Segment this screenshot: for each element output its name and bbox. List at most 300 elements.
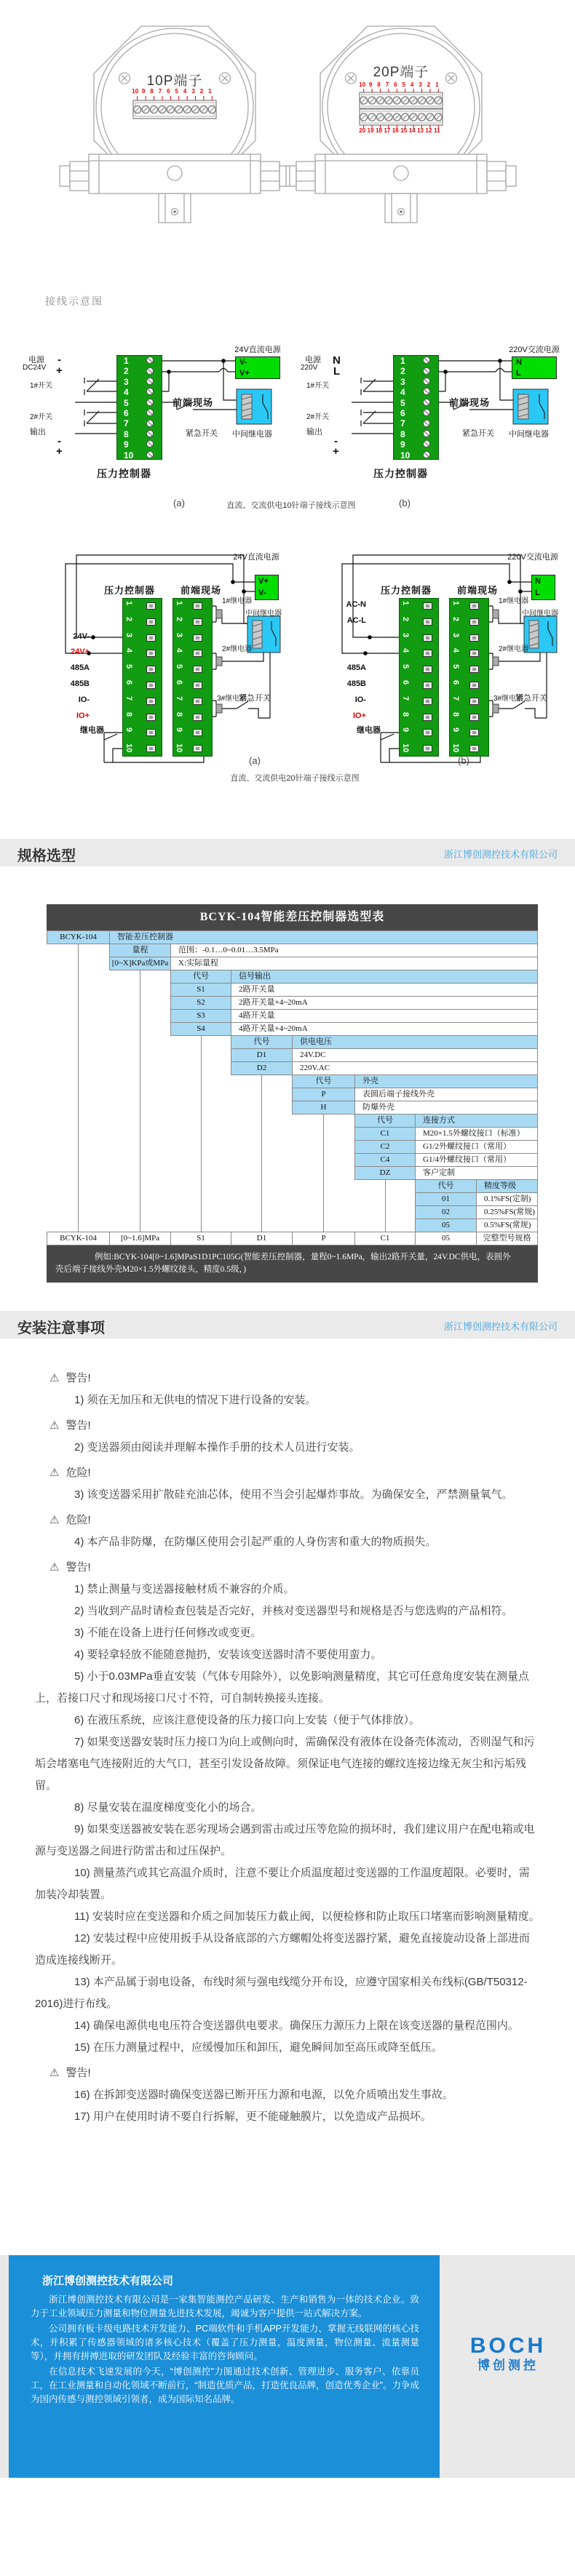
terminal-number: 4 bbox=[183, 88, 187, 95]
terminal-pad bbox=[469, 698, 479, 705]
warning-item: 7) 如果变送器安装时压力接口为向上或侧向时，需确保没有液体在设备壳体流动，否则湿气和污垢会堵塞电气连接附近的大气口，甚至引发设备故障。须保证电气连接的螺纹连接边缘无灰尘和污垢残留。 bbox=[35, 1736, 535, 1792]
terminal-pad bbox=[469, 729, 479, 736]
warning-heading bbox=[35, 1510, 540, 1531]
warning-heading-text: 危险! bbox=[66, 1514, 91, 1526]
terminal-pad bbox=[146, 618, 156, 626]
relay2-label: 2#继电器 bbox=[499, 645, 529, 653]
terminal-pad bbox=[423, 729, 432, 736]
power-terminal: N bbox=[516, 358, 522, 367]
terminal-function-label: 24V+ bbox=[71, 647, 90, 657]
relay-box-label: 中间继电器 bbox=[245, 610, 282, 618]
terminal-number: 4 bbox=[124, 648, 133, 653]
table-cell: 量程 bbox=[109, 944, 171, 957]
terminal-row bbox=[400, 599, 438, 615]
warning-item: 1) 禁止测量与变送器接触材质不兼容的介质。 bbox=[74, 1583, 295, 1595]
terminal-block-10p bbox=[116, 355, 162, 460]
terminal-number: 10 bbox=[401, 743, 410, 753]
terminal-row bbox=[400, 741, 438, 757]
terminal-pad bbox=[469, 650, 479, 657]
table-cell: 供电电压 bbox=[292, 1035, 538, 1049]
relay-output-label: 继电器 bbox=[80, 726, 104, 735]
caption-20p-text: 直流、交流供电20针端子接线示意图 bbox=[230, 774, 360, 783]
controller-label: 压力控制器 bbox=[373, 468, 428, 479]
terminal-row: 6 bbox=[124, 407, 129, 418]
terminal-row bbox=[123, 599, 162, 615]
footer-paragraph: 浙江博创测控技术有限公司是一家集智能测控产品研发、生产和销售为一体的技术企业。致力于工业领域压力测量和物位测量先进技术发展，竭诚为客户提供一站式解决方案。 bbox=[31, 2294, 419, 2318]
terminal-row: 10 bbox=[400, 450, 411, 460]
table-cell: 4路开关量 bbox=[231, 1009, 538, 1023]
terminal-number: 5 bbox=[401, 664, 410, 669]
table-cell: 代号 bbox=[170, 970, 231, 984]
emergency-switch-label: 紧急开关 bbox=[515, 694, 547, 703]
table-cell: 代号 bbox=[231, 1035, 293, 1049]
boch-logo bbox=[451, 2335, 565, 2374]
terminal-number: 7 bbox=[158, 88, 162, 95]
terminal-row: 7 bbox=[124, 418, 129, 429]
terminal-row bbox=[123, 615, 162, 631]
warning-item: 4) 要轻拿轻放不能随意抛扔，安装该变送器时清不要使用蛮力。 bbox=[74, 1648, 382, 1661]
terminal-number: 8 bbox=[401, 711, 410, 717]
terminal-pad bbox=[193, 682, 202, 689]
terminal-pad bbox=[193, 729, 202, 736]
relay-box-label: 中间继电器 bbox=[509, 430, 549, 439]
company-name: 浙江博创测控技术有限公司 bbox=[443, 1321, 558, 1332]
terminal2-label: + bbox=[56, 364, 63, 377]
power-title: 220V交流电源 bbox=[507, 553, 558, 562]
terminal-number: 10 bbox=[359, 81, 366, 88]
terminal-row bbox=[123, 725, 162, 741]
table-cell: H bbox=[292, 1101, 355, 1114]
table-cell: D2 bbox=[231, 1061, 293, 1075]
warning-icon: ⚠ bbox=[49, 2067, 60, 2079]
warning-heading bbox=[35, 1415, 540, 1437]
terminal-row: 9 bbox=[400, 439, 405, 450]
table-cell: S4 bbox=[170, 1022, 231, 1036]
wiring-section-label: 接线示意图 bbox=[45, 295, 103, 307]
selection-table-example: 例如:BCYK-104[0~1.6]MPaS1D1PC105G(智能差压控制器，量程0~1.6MPa，输出2路开关量，24V.DC供电，表圆外壳后端子接线外壳M20×1.5外螺纹接头，精度0.5级，) bbox=[47, 1245, 538, 1283]
terminal1-label: N bbox=[333, 354, 341, 367]
table-cell: S3 bbox=[170, 1009, 231, 1023]
terminal-row bbox=[400, 615, 438, 631]
terminal-number: 3 bbox=[401, 632, 410, 637]
table-cell: BCYK-104 bbox=[47, 1232, 110, 1245]
table-cell: 220V.AC bbox=[292, 1061, 538, 1075]
power-terminal: V+ bbox=[239, 369, 250, 378]
boch-logo-text: BOCH bbox=[469, 2334, 547, 2358]
terminal-pad bbox=[193, 745, 202, 752]
terminal-function-label: AC-L bbox=[346, 615, 366, 625]
emergency-switch-label: 紧急开关 bbox=[239, 694, 271, 703]
output-label: 输出 bbox=[306, 428, 322, 436]
warning-item: 9) 如果变送器被安装在恶劣现场会遇到雷击或过压等危险的损坏时，我们建议用户在配电箱或电源与变送器之间进行防雷击和过压保护。 bbox=[35, 1823, 535, 1857]
warning-item: 15) 在压力测量过程中，应缓慢加压和卸压，避免瞬间加至高压或降至低压。 bbox=[74, 2041, 443, 2054]
terminal-pad bbox=[469, 714, 479, 721]
warning-icon: ⚠ bbox=[49, 1514, 60, 1526]
relay2-label: 2#继电器 bbox=[222, 645, 253, 653]
table-cell: 智能差压控制器 bbox=[109, 930, 538, 944]
terminal-number: 11 bbox=[434, 127, 440, 134]
power-terminal: N bbox=[535, 577, 541, 586]
terminal-pad bbox=[193, 634, 202, 642]
terminal-number: 15 bbox=[400, 127, 408, 134]
warning-heading bbox=[35, 1368, 540, 1389]
terminal-row: 7 bbox=[400, 418, 405, 429]
terminal-number: 7 bbox=[385, 81, 389, 88]
terminal-row: 3 bbox=[124, 376, 129, 387]
terminal-number: 9 bbox=[401, 727, 410, 733]
terminal-number: 6 bbox=[167, 88, 170, 95]
terminal-row: 3 bbox=[400, 376, 405, 387]
terminal-block-20p bbox=[399, 598, 439, 757]
selection-table-title: BCYK-104智能差压控制器选型表 bbox=[47, 904, 538, 930]
table-cell: 4路开关量+4~20mA bbox=[231, 1022, 538, 1036]
terminal-pad bbox=[146, 729, 156, 736]
table-connector-line bbox=[78, 944, 79, 1232]
terminal-screw bbox=[423, 378, 430, 385]
table-cell: [0~X]KPa或MPa bbox=[109, 957, 171, 970]
terminal-number: 3 bbox=[175, 632, 183, 637]
warning-item: 8) 尽量安装在温度梯度变化小的场合。 bbox=[74, 1801, 262, 1814]
terminal1-label: - bbox=[58, 354, 61, 366]
terminal-number: 4 bbox=[451, 648, 460, 653]
terminal-number: 6 bbox=[124, 679, 133, 685]
warning-heading bbox=[35, 2062, 540, 2084]
terminal-number: 12 bbox=[425, 127, 432, 134]
warning-heading-text: 警告! bbox=[66, 1561, 91, 1574]
table-cell: 信号输出 bbox=[231, 970, 538, 984]
terminal-number: 2 bbox=[427, 81, 431, 88]
terminal-number: 13 bbox=[417, 127, 424, 134]
terminal-function-label: 24V- bbox=[73, 631, 90, 641]
caption-20p-b: (b) bbox=[458, 755, 469, 766]
terminal-screw bbox=[146, 378, 154, 385]
terminal-number: 8 bbox=[175, 711, 183, 717]
footer-company-panel bbox=[9, 2255, 440, 2478]
relay3-label: 3#继电器 bbox=[493, 695, 524, 703]
terminal-pad bbox=[193, 698, 202, 705]
relay3-label: 3#继电器 bbox=[217, 695, 247, 703]
table-cell: M20×1.5外螺纹接口（标准） bbox=[415, 1127, 538, 1141]
terminal-number: 8 bbox=[377, 81, 381, 88]
wiring-diagram-10p-dc bbox=[11, 331, 288, 498]
terminal-pad bbox=[423, 745, 432, 752]
warning-item: 10) 测量蒸汽或其它高温介质时，注意不要让介质温度超过变送器的工作温度超限。必要时，需加装冷却装置。 bbox=[35, 1867, 530, 1901]
terminal-number: 1 bbox=[175, 601, 183, 606]
terminal-number: 9 bbox=[175, 727, 183, 733]
table-cell: 2路开关量+4~20mA bbox=[231, 996, 538, 1010]
wiring-diagram-20p-ac bbox=[288, 549, 564, 767]
terminal-screw bbox=[146, 420, 154, 427]
emergency-switch-label: 紧急开关 bbox=[186, 429, 218, 438]
terminal-number: 10 bbox=[175, 743, 183, 753]
terminal-function-label: 485A bbox=[346, 663, 366, 673]
terminal2-label: L bbox=[333, 365, 341, 378]
warning-group bbox=[35, 2062, 540, 2128]
terminal-row: 5 bbox=[124, 397, 129, 408]
warning-group bbox=[35, 1368, 540, 1411]
table-cell: 01 bbox=[415, 1192, 477, 1206]
warning-item: 16) 在拆卸变送器时确保变送器已断开压力源和电源，以免介质喷出发生事故。 bbox=[74, 2089, 453, 2101]
terminal-row: 2 bbox=[400, 366, 405, 377]
terminal-row bbox=[123, 631, 162, 647]
terminal-pad bbox=[469, 682, 479, 689]
section-title: 规格选型 bbox=[17, 848, 76, 864]
power-sub-label: 220V bbox=[301, 364, 318, 372]
terminal-row: 6 bbox=[400, 407, 405, 418]
warning-heading-text: 警告! bbox=[66, 2067, 91, 2079]
terminal-number: 2 bbox=[451, 616, 460, 621]
table-cell: C4 bbox=[354, 1153, 416, 1167]
terminal-row bbox=[400, 646, 438, 662]
footer-paragraph: 在信息技术飞速发展的今天，“博创测控”力图通过技术创新、管理进步、服务客户、依靠员工，在工业测量和自动化领域不断前行，“制造优质产品，打造优良品牌，创造优秀企业”。力争成为国内传感与测控领域引领者，成为国际知名品牌。 bbox=[31, 2366, 419, 2404]
output-label: 输出 bbox=[30, 428, 46, 436]
terminal-pad bbox=[193, 602, 202, 610]
terminal-number: 7 bbox=[451, 695, 460, 701]
warning-group bbox=[35, 1510, 540, 1553]
terminal-row bbox=[123, 646, 162, 662]
terminal-row: 4 bbox=[124, 387, 129, 398]
device-10p-title: 10P端子 bbox=[146, 73, 203, 89]
terminal-row: 2 bbox=[124, 366, 129, 377]
terminal-number: 16 bbox=[392, 127, 399, 134]
terminal-pad bbox=[423, 618, 432, 626]
terminal-pad bbox=[146, 698, 156, 705]
power-supply-box bbox=[531, 575, 555, 600]
terminal-row: 4 bbox=[400, 387, 405, 398]
terminal-screw bbox=[146, 367, 154, 375]
terminal-pad bbox=[193, 618, 202, 626]
warning-icon: ⚠ bbox=[49, 1561, 60, 1574]
footer-paragraph: 公司拥有板卡级电路技术开发能力、PC端软件和手机APP开发能力、掌握无线联网的核心技术，并积累了传感器领域的诸多核心技术（覆盖了压力测量，温度测量，物位测量、流量测量等），并拥有拼搏进取的研发团队及经验丰富的咨询顾问。 bbox=[31, 2324, 419, 2361]
table-connector-line bbox=[261, 1074, 262, 1232]
warning-item: 13) 本产品属于弱电设备，布线时须与强电线缆分开布设，应遵守国家相关布线标(GB/T50312-2016)进行布线。 bbox=[35, 1976, 528, 2010]
switch1-label: 1#开关 bbox=[30, 382, 53, 390]
terminal-number: 1 bbox=[124, 601, 133, 606]
warning-icon: ⚠ bbox=[49, 1419, 60, 1432]
caption-20p-a: (a) bbox=[249, 755, 261, 766]
warning-heading bbox=[35, 1557, 540, 1579]
terminal-row bbox=[123, 662, 162, 678]
table-cell: 05 bbox=[415, 1232, 477, 1245]
table-cell: 0.5%FS(常规) bbox=[476, 1219, 538, 1232]
terminal-screw bbox=[423, 420, 430, 427]
power-sub-label: DC24V bbox=[23, 364, 47, 372]
terminal-screw bbox=[146, 399, 154, 406]
table-cell: 05 bbox=[415, 1219, 477, 1232]
terminal-row bbox=[400, 678, 438, 694]
terminal-row bbox=[400, 725, 438, 741]
terminal-row bbox=[123, 710, 162, 726]
power-terminal: L bbox=[516, 369, 521, 378]
terminal-number: 4 bbox=[410, 81, 414, 88]
warning-icon: ⚠ bbox=[49, 1467, 60, 1479]
terminal-row: 8 bbox=[400, 428, 405, 439]
terminal-row bbox=[400, 631, 438, 647]
warning-item: 6) 在液压系统，应该注意使设备的压力接口向上安装（便于气体排放）。 bbox=[74, 1714, 421, 1726]
terminal-pad bbox=[423, 666, 432, 673]
footer bbox=[0, 2255, 575, 2478]
terminal-pad bbox=[146, 634, 156, 642]
power-title: 24V直流电源 bbox=[234, 346, 281, 354]
power-supply-box bbox=[255, 575, 279, 600]
terminal-numbers-20p-top bbox=[358, 81, 441, 89]
terminal-number: 19 bbox=[367, 127, 374, 134]
front-site-header: 前端现场 bbox=[457, 585, 499, 596]
terminal-row bbox=[400, 662, 438, 678]
warning-item: 5) 小于0.03MPa垂直安装（气体专用除外），以免影响测量精度，其它可任意角度安装在测量点上，若接口尺寸和现场接口尺寸不符，可自制转换接头连接。 bbox=[35, 1670, 530, 1704]
terminal-pad bbox=[423, 634, 432, 642]
warning-item: 3) 不能在设备上进行任何修改或变更。 bbox=[74, 1627, 262, 1639]
table-cell: 连接方式 bbox=[415, 1114, 538, 1128]
table-cell: 表圆后端子接线外壳 bbox=[354, 1088, 538, 1101]
terminal-number: 5 bbox=[402, 81, 405, 88]
power-terminal: V+ bbox=[258, 577, 269, 586]
terminal-function-label: IO- bbox=[78, 695, 90, 704]
terminal-pad bbox=[423, 682, 432, 689]
caption-10p-a: (a) bbox=[173, 498, 185, 509]
table-cell: C1 bbox=[354, 1127, 416, 1141]
terminal-row: 5 bbox=[400, 397, 405, 408]
terminal-pad bbox=[469, 602, 479, 610]
terminal-pad bbox=[469, 666, 479, 673]
terminal-number: 17 bbox=[384, 127, 391, 134]
table-cell: D1 bbox=[231, 1232, 293, 1245]
terminal-number: 4 bbox=[175, 648, 183, 653]
terminal-pad bbox=[193, 650, 202, 657]
out-neg-label: - bbox=[334, 435, 338, 447]
warning-item: 2) 变送器须由阅读并理解本操作手册的技术人员进行安装。 bbox=[74, 1441, 360, 1454]
relay1-label: 1#继电器 bbox=[499, 597, 529, 605]
terminal-number: 7 bbox=[175, 695, 183, 701]
terminal-pad bbox=[469, 618, 479, 626]
terminal-pad bbox=[146, 714, 156, 721]
selection-table bbox=[47, 904, 539, 1283]
warning-item: 3) 该变送器采用扩散硅充油芯体，使用不当会引起爆炸事故。为确保安全，严禁测量氧气。 bbox=[74, 1488, 513, 1501]
out-pos-label: + bbox=[56, 445, 63, 458]
warning-heading bbox=[35, 1462, 540, 1484]
terminal-number: 9 bbox=[451, 727, 460, 733]
terminal-pad bbox=[146, 602, 156, 610]
table-cell: 精度等级 bbox=[476, 1179, 538, 1193]
out-pos-label: + bbox=[333, 445, 339, 458]
section-bar-install bbox=[0, 1311, 575, 1339]
terminal-number: 3 bbox=[191, 88, 195, 95]
terminal-number: 3 bbox=[124, 632, 133, 637]
terminal-number: 6 bbox=[175, 679, 183, 685]
terminal-row: 9 bbox=[124, 439, 129, 450]
terminal-row bbox=[123, 694, 162, 710]
terminal-screw bbox=[146, 451, 154, 458]
relay1-label: 1#继电器 bbox=[222, 597, 253, 605]
warning-list bbox=[0, 1339, 575, 2132]
table-cell: 0.25%FS(常规) bbox=[476, 1205, 538, 1219]
terminal-number: 1 bbox=[435, 81, 439, 88]
terminal-number: 5 bbox=[451, 664, 460, 669]
switch2-label: 2#开关 bbox=[30, 413, 53, 421]
terminal-screw bbox=[423, 367, 430, 375]
wiring-diagram-20p-dc bbox=[11, 549, 288, 767]
terminal-number: 1 bbox=[401, 601, 410, 606]
terminal-screw bbox=[146, 430, 154, 437]
terminal-function-label: 485B bbox=[70, 679, 90, 688]
company-name: 浙江博创测控技术有限公司 bbox=[443, 849, 558, 860]
terminal-number: 2 bbox=[199, 88, 204, 95]
terminal-number: 1 bbox=[451, 601, 460, 606]
terminal-pad bbox=[193, 666, 202, 673]
section-bar-spec bbox=[0, 839, 575, 866]
terminal-pad bbox=[423, 602, 432, 610]
controller-header: 压力控制器 bbox=[104, 585, 156, 596]
terminal-screw bbox=[423, 451, 430, 458]
table-cell: 外壳 bbox=[354, 1074, 538, 1088]
terminal-number: 6 bbox=[451, 679, 460, 685]
terminal-pad bbox=[423, 650, 432, 657]
front-site-label: 前端现场 bbox=[172, 397, 214, 408]
terminal-pad bbox=[469, 745, 479, 752]
table-cell: DZ bbox=[354, 1166, 416, 1180]
terminal-number: 8 bbox=[451, 711, 460, 717]
power-supply-box bbox=[235, 356, 280, 379]
terminal-number: 7 bbox=[401, 695, 410, 701]
wiring-diagram-10p-ac bbox=[288, 331, 564, 498]
terminal-number: 4 bbox=[401, 648, 410, 653]
warning-icon: ⚠ bbox=[49, 1372, 60, 1384]
caption-10p-b: (b) bbox=[399, 498, 411, 509]
relay-box-label: 中间继电器 bbox=[232, 430, 272, 439]
table-cell: C2 bbox=[354, 1140, 416, 1154]
table-cell: C1 bbox=[354, 1232, 416, 1245]
table-cell: 2路开关量 bbox=[231, 983, 538, 997]
warning-heading-text: 警告! bbox=[66, 1419, 91, 1432]
terminal-row: 8 bbox=[124, 428, 129, 439]
relay-box-label: 中间继电器 bbox=[522, 610, 558, 618]
terminal-row: 1 bbox=[400, 356, 405, 366]
terminal-number: 5 bbox=[175, 88, 178, 95]
front-site-header: 前端现场 bbox=[181, 585, 222, 596]
warning-item: 1) 须在无加压和无供电的情况下进行设备的安装。 bbox=[74, 1394, 317, 1406]
terminal-function-label: IO+ bbox=[352, 711, 366, 720]
terminal-number: 20 bbox=[359, 127, 366, 134]
out-neg-label: - bbox=[58, 435, 61, 447]
section-title: 安装注意事项 bbox=[17, 1320, 105, 1336]
device-20p-title: 20P端子 bbox=[373, 65, 429, 80]
device-drawings bbox=[0, 0, 575, 227]
terminal-number: 7 bbox=[124, 695, 133, 701]
terminal-number: 2 bbox=[175, 616, 183, 621]
table-cell: 范围：-0.1…0~0.01…3.5MPa bbox=[170, 944, 538, 957]
table-cell: 代号 bbox=[292, 1074, 355, 1088]
table-cell: 0.1%FS(定制) bbox=[476, 1192, 538, 1206]
terminal-pad bbox=[146, 666, 156, 673]
table-cell: G1/2外螺纹接口（常用） bbox=[415, 1140, 538, 1154]
warning-item: 14) 确保电源供电电压符合变送器供电要求。确保压力源压力上限在该变送器的量程范围内。 bbox=[74, 2019, 519, 2032]
table-connector-line bbox=[385, 1179, 386, 1232]
terminal-pad bbox=[146, 745, 156, 752]
terminal-number: 8 bbox=[150, 88, 154, 95]
terminal-row bbox=[123, 741, 162, 757]
terminal-block-10p bbox=[393, 355, 439, 460]
table-cell: S2 bbox=[170, 996, 231, 1010]
table-cell: S1 bbox=[170, 1232, 231, 1245]
terminal-number: 8 bbox=[124, 711, 133, 717]
terminal-number: 1 bbox=[208, 88, 212, 95]
terminal-number: 6 bbox=[401, 679, 410, 685]
terminal-number: 10 bbox=[451, 743, 460, 753]
power-terminal: V- bbox=[239, 358, 247, 367]
terminal-row: 1 bbox=[124, 356, 129, 366]
footer-company-title: 浙江博创测控技术有限公司 bbox=[42, 2275, 174, 2287]
power-label: 电源 bbox=[28, 356, 44, 364]
